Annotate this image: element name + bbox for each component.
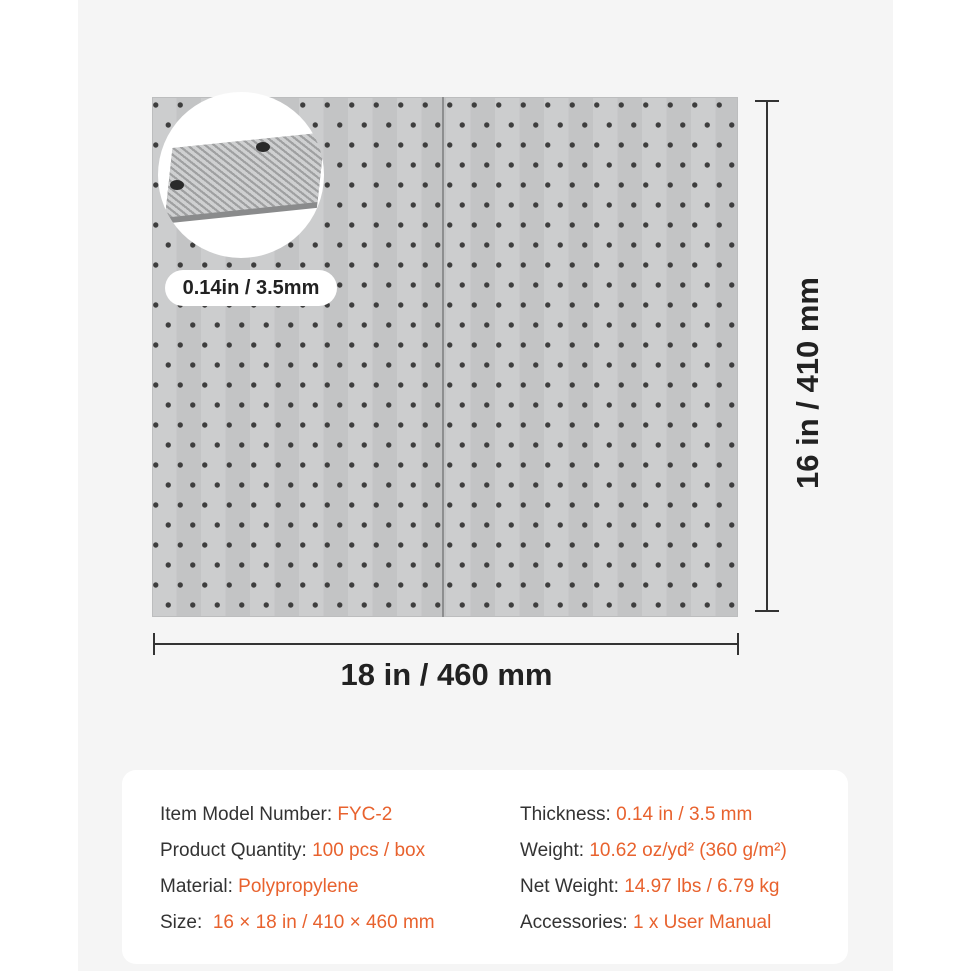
height-dimension-label: 16 in / 410 mm [790,277,825,489]
width-dimension-tick-right [737,633,739,655]
spec-row-net-weight: Net Weight: 14.97 lbs / 6.79 kg [520,876,780,897]
spec-row-weight: Weight: 10.62 oz/yd² (360 g/m²) [520,840,787,861]
spec-row-material: Material: Polypropylene [160,876,359,897]
pad-cross-section [165,132,324,217]
spec-column-left [160,800,435,944]
thickness-label: 0.14in / 3.5mm [165,270,337,306]
height-dimension-line [766,101,768,612]
dimple-mark [256,142,270,152]
spec-row-model: Item Model Number: FYC-2 [160,804,393,825]
spec-column-right [520,800,787,944]
spec-row-size: Size: 16 × 18 in / 410 × 460 mm [160,912,435,933]
spec-row-quantity: Product Quantity: 100 pcs / box [160,840,426,861]
width-dimension-label: 18 in / 460 mm [340,657,553,692]
height-dimension-tick-top [755,100,779,102]
spec-row-accessories: Accessories: 1 x User Manual [520,912,772,933]
specification-card [122,770,848,964]
spec-row-thickness: Thickness: 0.14 in / 3.5 mm [520,804,753,825]
width-dimension-tick-left [153,633,155,655]
height-dimension-tick-bottom [755,610,779,612]
thickness-detail-inset [158,92,324,258]
dimple-mark [170,180,184,190]
width-dimension-line [155,643,738,645]
pad-perforation-seam [442,97,444,617]
